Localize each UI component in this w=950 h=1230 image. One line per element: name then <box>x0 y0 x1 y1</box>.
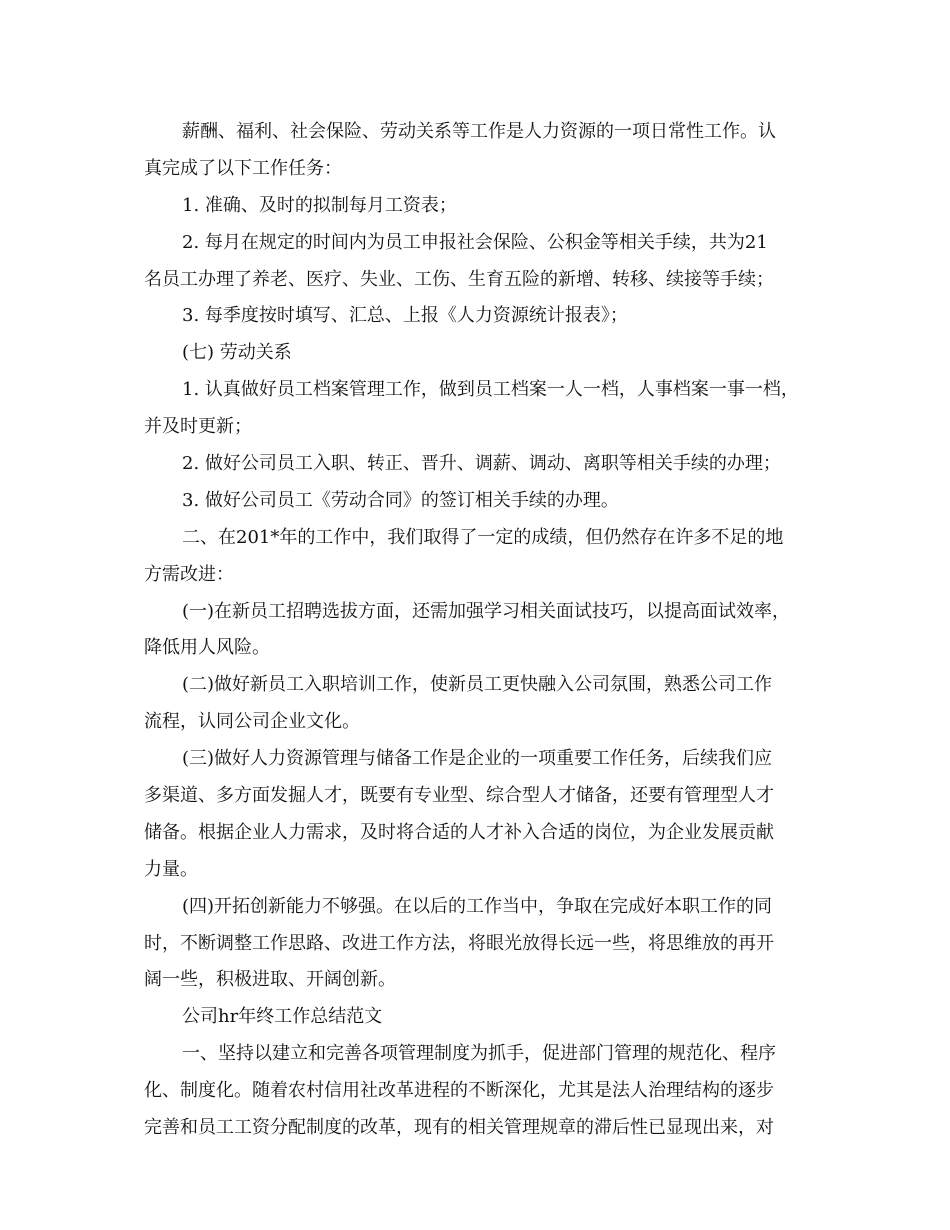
text-line: 2. 每月在规定的时间内为员工申报社会保险、公积金等相关手续，共为21 <box>182 231 768 253</box>
text-line: 真完成了以下工作任务： <box>144 157 342 179</box>
text-line: (四)开拓创新能力不够强。在以后的工作当中，争取在完成好本职工作的同 <box>182 895 773 917</box>
text-line: 1. 认真做好员工档案管理工作，做到员工档案一人一档，人事档案一事一档， <box>182 379 799 401</box>
text-line: 3. 做好公司员工《劳动合同》的签订相关手续的办理。 <box>182 489 619 511</box>
text-line: 1. 准确、及时的拟制每月工资表； <box>182 194 457 216</box>
document-subtitle: 公司hr年终工作总结范文 <box>182 1006 383 1028</box>
document-page <box>144 114 808 1147</box>
section-heading: (七) 劳动关系 <box>182 342 292 364</box>
text-line: 方需改进： <box>144 563 234 585</box>
text-line: 多渠道、多方面发掘人才，既要有专业型、综合型人才储备，还要有管理型人才 <box>144 785 774 807</box>
text-line: 薪酬、福利、社会保险、劳动关系等工作是人力资源的一项日常性工作。认 <box>182 121 776 142</box>
text-line: 一、坚持以建立和完善各项管理制度为抓手，促进部门管理的规范化、程序 <box>182 1043 776 1065</box>
text-line: 降低用人风险。 <box>144 637 270 659</box>
text-line: 并及时更新； <box>144 416 252 438</box>
text-line: 时，不断调整工作思路、改进工作方法，将眼光放得长远一些，将思维放的再开 <box>144 932 774 954</box>
text-line: 完善和员工工资分配制度的改革，现有的相关管理规章的滞后性已显现出来，对 <box>144 1117 774 1139</box>
text-line: 储备。根据企业人力需求，及时将合适的人才补入合适的岗位，为企业发展贡献 <box>144 821 774 843</box>
text-line: 阔一些，积极进取、开阔创新。 <box>144 969 396 991</box>
text-line: (三)做好人力资源管理与储备工作是企业的一项重要工作任务，后续我们应 <box>182 748 773 770</box>
text-line: 化、制度化。随着农村信用社改革进程的不断深化，尤其是法人治理结构的逐步 <box>144 1080 774 1102</box>
text-line: 名员工办理了养老、医疗、失业、工伤、生育五险的新增、转移、续接等手续； <box>144 268 774 290</box>
text-line: 力量。 <box>144 858 198 880</box>
text-line: 二、在201*年的工作中，我们取得了一定的成绩，但仍然存在许多不足的地 <box>182 526 784 548</box>
text-line: 2. 做好公司员工入职、转正、晋升、调薪、调动、离职等相关手续的办理； <box>182 453 781 475</box>
text-line: (一)在新员工招聘选拔方面，还需加强学习相关面试技巧，以提高面试效率， <box>182 600 791 622</box>
text-line: 3. 每季度按时填写、汇总、上报《人力资源统计报表》； <box>182 305 628 327</box>
text-line: (二)做好新员工入职培训工作，使新员工更快融入公司氛围，熟悉公司工作 <box>182 674 773 696</box>
text-line: 流程，认同公司企业文化。 <box>144 711 360 733</box>
